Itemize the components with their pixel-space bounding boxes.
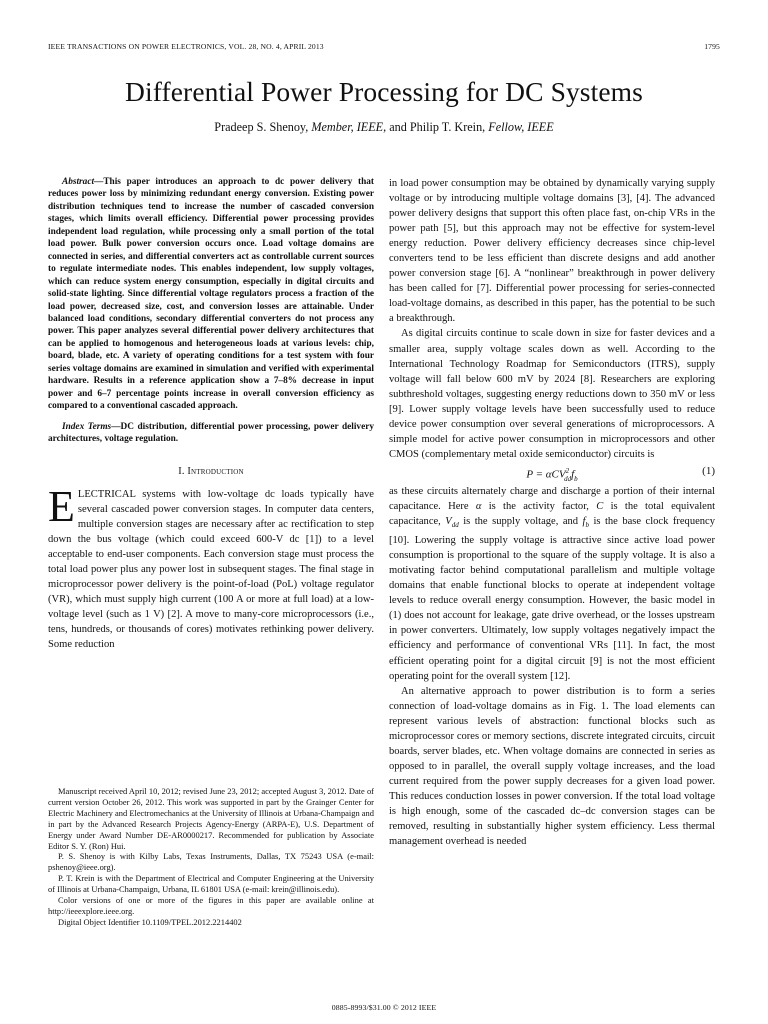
abstract [48,176,374,413]
footnote-color: Color versions of one or more of the figures in this paper are available online at http://ieeexplore.ieee.org. [48,895,374,916]
equation-formula: $P = \alpha CV^2_{dd}f_b$ [526,466,578,483]
p3-text-c: is the total equivalent capacitance, [389,500,716,527]
running-header [48,42,720,51]
drop-cap: E [48,481,75,531]
footnote-author-1: P. S. Shenoy is with Kilby Labs, Texas Instruments, Dallas, TX 75243 USA (e-mail: pshenoy@ieee.org). [48,851,374,873]
author-2-role: Fellow, IEEE [488,120,554,134]
footnote-author-2: P. T. Krein is with the Department of Electrical and Computer Engineering at the University of Illinois at Urbana-Champaign, Urbana, IL 61801 USA (e-mail: krein@illinois.edu). [48,873,374,895]
right-paragraph-1: in load power consumption may be obtained by dynamically varying supply voltage or by introducing multiple voltage domains [3], [4]. The advanced power delivery designs that support this often place fast, on-chip VRs in the power path [5], but this approach may not be effective for system-level energy reduction. Power delivery efficiency decreases since chip-level converters tend to be less efficient than discrete designs and add another power conversion stage [6]. A “nonlinear” breakthrough in power delivery has been called for [7]. Differential power processing for series-connected load-voltage domains, as described in this paper, has the potential to be such a breakthrough. [389,178,715,325]
abstract-text: —This paper introduces an approach to dc power delivery that reduces power loss by minimizing redundant energy conversion. Existing power distribution techniques tend to increase the number of cascaded conversion stages, which limits overall efficiency. Differential power processing provides independent load regulation, while processing only a small portion of the total load power. Bulk power conversion occurs once. Load voltage domains are connected in series, and differential converters act as controllable current sources to regulate intermediate nodes. This enables independent, low supply voltages, which can reduce system energy consumption, especially in digital circuits and solid-state lighting. Since differential voltage regulators process a fraction of the load power, decreased size, cost, and conversion losses are attainable. Under balanced load conditions, secondary differential converters do not process any power. This paper analyzes several differential power delivery architectures that can be applied to homogenous and heterogeneous loads at various levels: chip, board, blade, etc. A variety of operating conditions for a test system with four series voltage domains are examined in simulation and verified with experimental hardware. Results in a reference application show a 7–8% decrease in input power and 6–7 percentage points increase in overall conversion efficiency as compared to a conventional cascaded approach. [48,177,374,412]
author-1-role: Member, IEEE [311,120,384,134]
author-1: Pradeep S. Shenoy, [214,120,312,134]
abstract-label: Abstract [62,177,95,187]
p3-text-d: is the supply voltage, and [458,515,583,527]
right-column [389,176,715,849]
p3-text-a: as these circuits alternately charge and discharge a portion of their internal capacitance. Here [389,485,715,512]
equation-number: (1) [702,464,715,477]
index-terms-label: Index Terms [62,421,112,432]
index-terms [48,421,374,446]
right-paragraph-3 [389,484,715,684]
vdd-symbol: $V_{dd}$ [445,515,459,530]
section-title: Introduction [187,465,244,477]
section-heading [48,464,374,479]
footnote-block [48,786,374,928]
left-column [48,176,374,652]
page-number: 1795 [704,42,720,51]
journal-citation: IEEE TRANSACTIONS ON POWER ELECTRONICS, VOL. 28, NO. 4, APRIL 2013 [48,42,324,51]
fb-symbol: $f_b$ [582,515,589,530]
p3-text-b: is the activity factor, [481,500,597,512]
right-paragraph-4: An alternative approach to power distribution is to form a series connection of load-voltage domains as in Fig. 1. The load elements can represent various levels of abstraction: functional blocks such as microprocessor cores or memory sections, discrete integrated circuits, circuit boards, server blades, etc. When voltage domains are connected in series as opposed to in parallel, the overall supply voltage increases, and the load current required from the power supply decreases for a given load power. This reduces conduction losses in power conversion. If the total load voltage is high enough, some of the cascaded dc–dc conversion stages can be removed, resulting in substantially higher system efficiency. Less thermal management overhead is needed [389,685,715,848]
author-connector: , and Philip T. Krein, [383,120,489,134]
intro-text: LECTRICAL systems with low-voltage dc loads typically have several cascaded power conversion stages. In computer data centers, multiple conversion stages are necessary after ac rectification to step down the bus voltage (which could exceed 600-V dc [1]) to a level acceptable to end-user components. Each conversion stage must process the total load power plus any power lost in subsequent stages. The final stage in microprocessor power delivery is the point-of-load (PoL) voltage regulator (VR), which must supply high current (100 A or more at full load) at a low-voltage level (such as 1 V) [2]. A move to many-core microprocessors (i.e., tens, hundreds, or thousands of cores) motivates rethinking power delivery. Some reduction [48,488,374,651]
c-symbol: C [596,500,604,512]
footnote-doi: Digital Object Identifier 10.1109/TPEL.2012.2214402 [58,916,242,927]
alpha-symbol: α [475,500,482,512]
index-terms-text: —DC distribution, differential power processing, power delivery architectures, voltage regulation. [48,421,374,445]
author-line [0,120,768,135]
equation-1 [389,462,715,484]
paper-title: Differential Power Processing for DC Systems [125,76,643,107]
section-numeral: I. [178,465,188,477]
right-paragraph-2: As digital circuits continue to scale down in size for faster devices and a smaller area, supply voltage scales down as well. According to the International Technology Roadmap for Semiconductors (ITRS), supply voltage will fall below 600 mV by 2024 [8]. Researchers are exploring subthreshold voltages, suggesting energy reductions down to 350 mV or less [9]. Lower supply voltage levels have been successfully used to reduce device power consumption over several generations of microprocessors. A simple model for active power consumption in microprocessors and other CMOS (complementary metal oxide semiconductor) circuits is [389,328,715,460]
footnote-manuscript: Manuscript received April 10, 2012; revised June 23, 2012; accepted August 3, 2012. Date of current version October 26, 2012. This work was supported in part by the Grainger Center for Electric Machinery and Electromechanics at the University of Illinois at Urbana-Champaign and in part by the Advanced Research Projects Agency-Energy (ARPA-E), U.S. Department of Energy under Award Number DE-AR0000217. Recommended for publication by Associate Editor S. Y. (Ron) Hui. [48,786,374,851]
copyright-line: 0885-8993/$31.00 © 2012 IEEE [331,1003,437,1012]
intro-paragraph [48,481,374,653]
p3-text-e: is the base clock frequency [10]. Lowering the supply voltage is attractive since active load power consumption is proportional to the square of the supply voltage. It is also a motivating factor behind computational parallelism and multiple voltage domains that enable functional blocks to operate at independent voltage levels to reduce overall energy consumption. However, the basic model in (1) does not account for leakage, gate drive overhead, or the losses upstream in power converters. Ultimately, low supply voltages negatively impact the efficiency and performance of conventional VRs [11]. In fact, the most efficient operating point for a digital circuit [9] is not the most efficient operating point for the overall system [12]. [389,515,716,682]
